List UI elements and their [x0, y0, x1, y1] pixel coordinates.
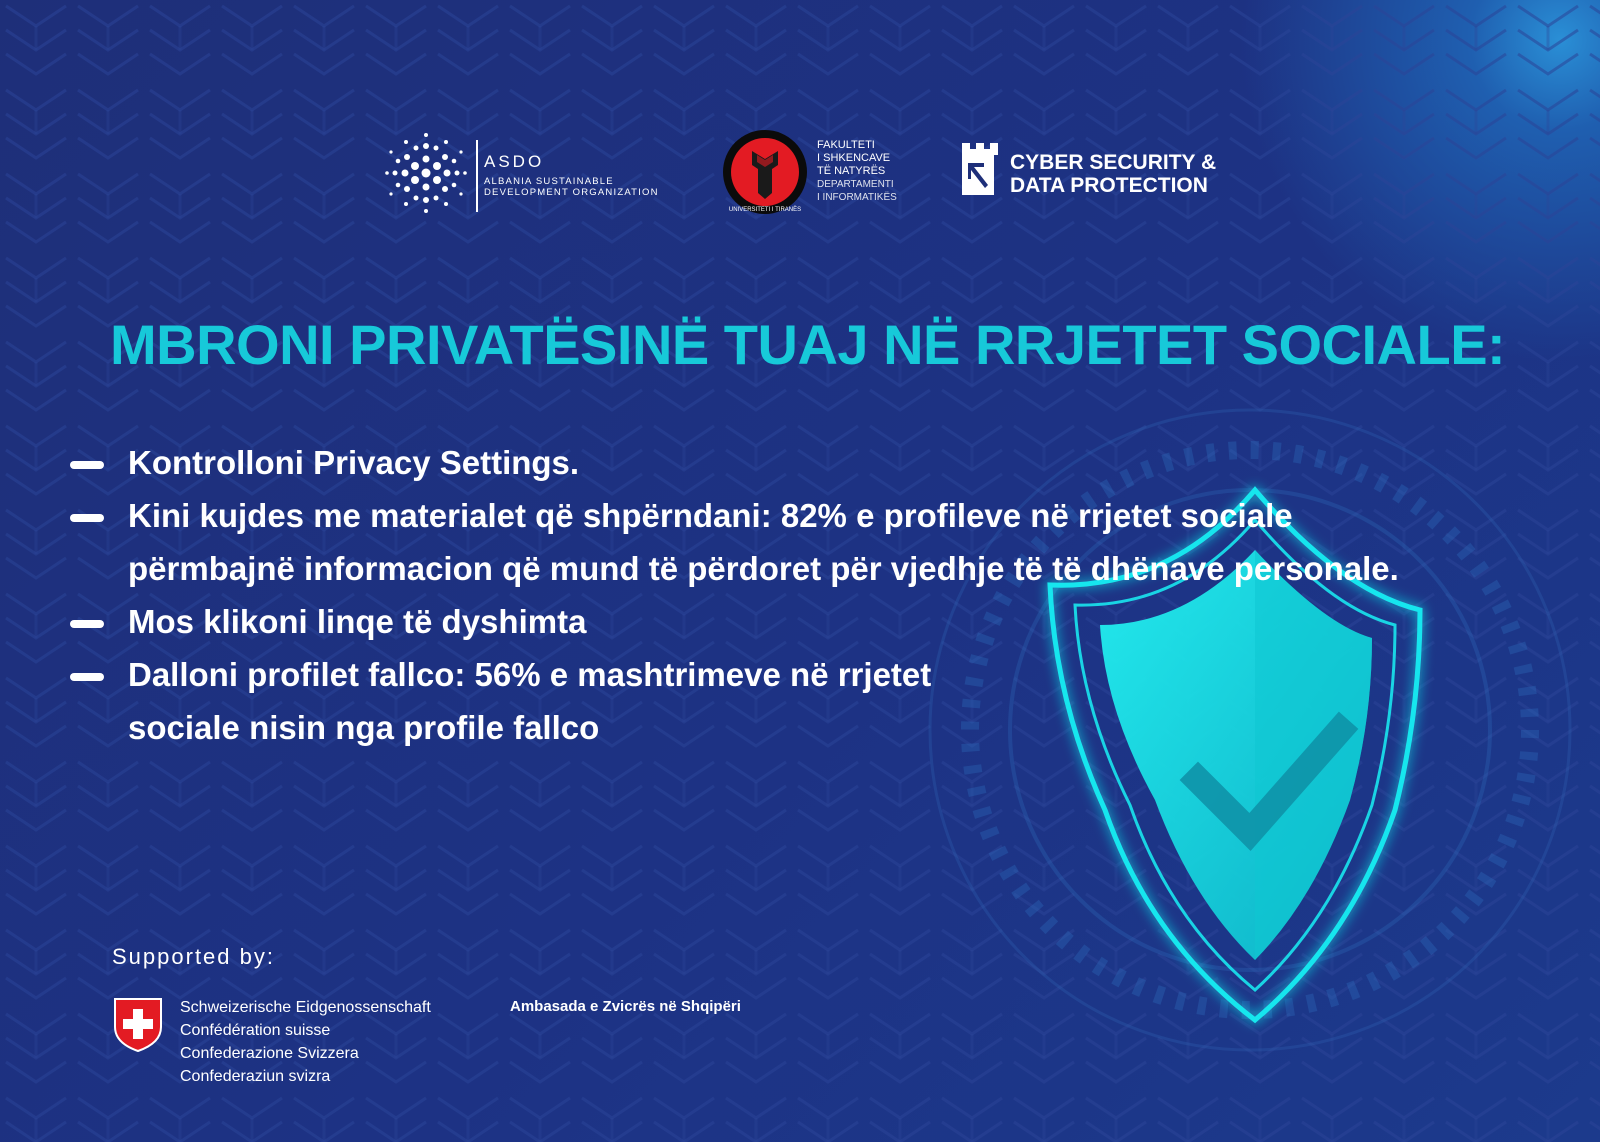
asdo-name: ASDO — [484, 152, 545, 171]
tower-arrow-icon — [960, 139, 1006, 199]
bullet-dash — [70, 461, 104, 469]
department-line: I INFORMATIKËS — [817, 192, 897, 203]
tip-text: Kini kujdes me materialet që shpërndani: 82% e profileve në rrjetet sociale — [128, 497, 1293, 534]
tip-text: sociale nisin nga profile fallco — [128, 709, 600, 746]
supported-by-label: Supported by: — [112, 944, 275, 969]
confederation-line: Schweizerische Eidgenossenschaft — [180, 999, 431, 1016]
asdo-subtitle-line: ALBANIA SUSTAINABLE — [484, 176, 614, 187]
department-line: DEPARTAMENTI — [817, 179, 894, 190]
embassy-label: Ambasada e Zvicrës në Shqipëri — [510, 998, 741, 1015]
faculty-logo — [722, 129, 902, 219]
asdo-subtitle — [484, 176, 674, 198]
faculty-text — [817, 139, 897, 204]
tip-text: Dalloni profilet fallco: 56% e mashtrimeve në rrjetet — [128, 656, 932, 693]
tip-text: përmbajnë informacion që mund të përdoret për vjedhje të të dhënave personale. — [128, 550, 1399, 587]
bullet-dash — [70, 514, 104, 522]
bullet-dash — [70, 620, 104, 628]
logo-divider — [476, 140, 478, 212]
confederation-line: Confederazione Svizzera — [180, 1045, 359, 1062]
partner-logos — [0, 125, 1600, 225]
dot-cluster-icon — [383, 130, 469, 216]
shield-check-icon — [880, 380, 1580, 1080]
cyber-line: CYBER SECURITY & — [1010, 151, 1217, 174]
asdo-subtitle-line: DEVELOPMENT ORGANIZATION — [484, 187, 659, 198]
cyber-line: DATA PROTECTION — [1010, 174, 1208, 197]
tip-text: Kontrolloni Privacy Settings. — [128, 444, 580, 481]
faculty-line: FAKULTETI — [817, 139, 875, 151]
tip-text: Mos klikoni linqe të dyshimta — [128, 603, 587, 640]
cyber-security-text — [1010, 151, 1216, 197]
swiss-confederation-text — [180, 996, 431, 1088]
asdo-logo — [383, 130, 663, 215]
university-seal-icon — [722, 129, 808, 215]
swiss-cross-icon — [113, 997, 163, 1053]
seal-text: UNIVERSITETI I TIRANËS — [728, 207, 802, 213]
cyber-security-logo — [960, 139, 1230, 203]
confederation-line: Confederaziun svizra — [180, 1068, 331, 1085]
faculty-line: I SHKENCAVE — [817, 152, 891, 164]
confederation-line: Confédération suisse — [180, 1022, 331, 1039]
bullet-dash — [70, 673, 104, 681]
faculty-line: TË NATYRËS — [817, 165, 886, 177]
page-title: MBRONI PRIVATËSINË TUAJ NË RRJETET SOCIALE: — [110, 313, 1506, 376]
